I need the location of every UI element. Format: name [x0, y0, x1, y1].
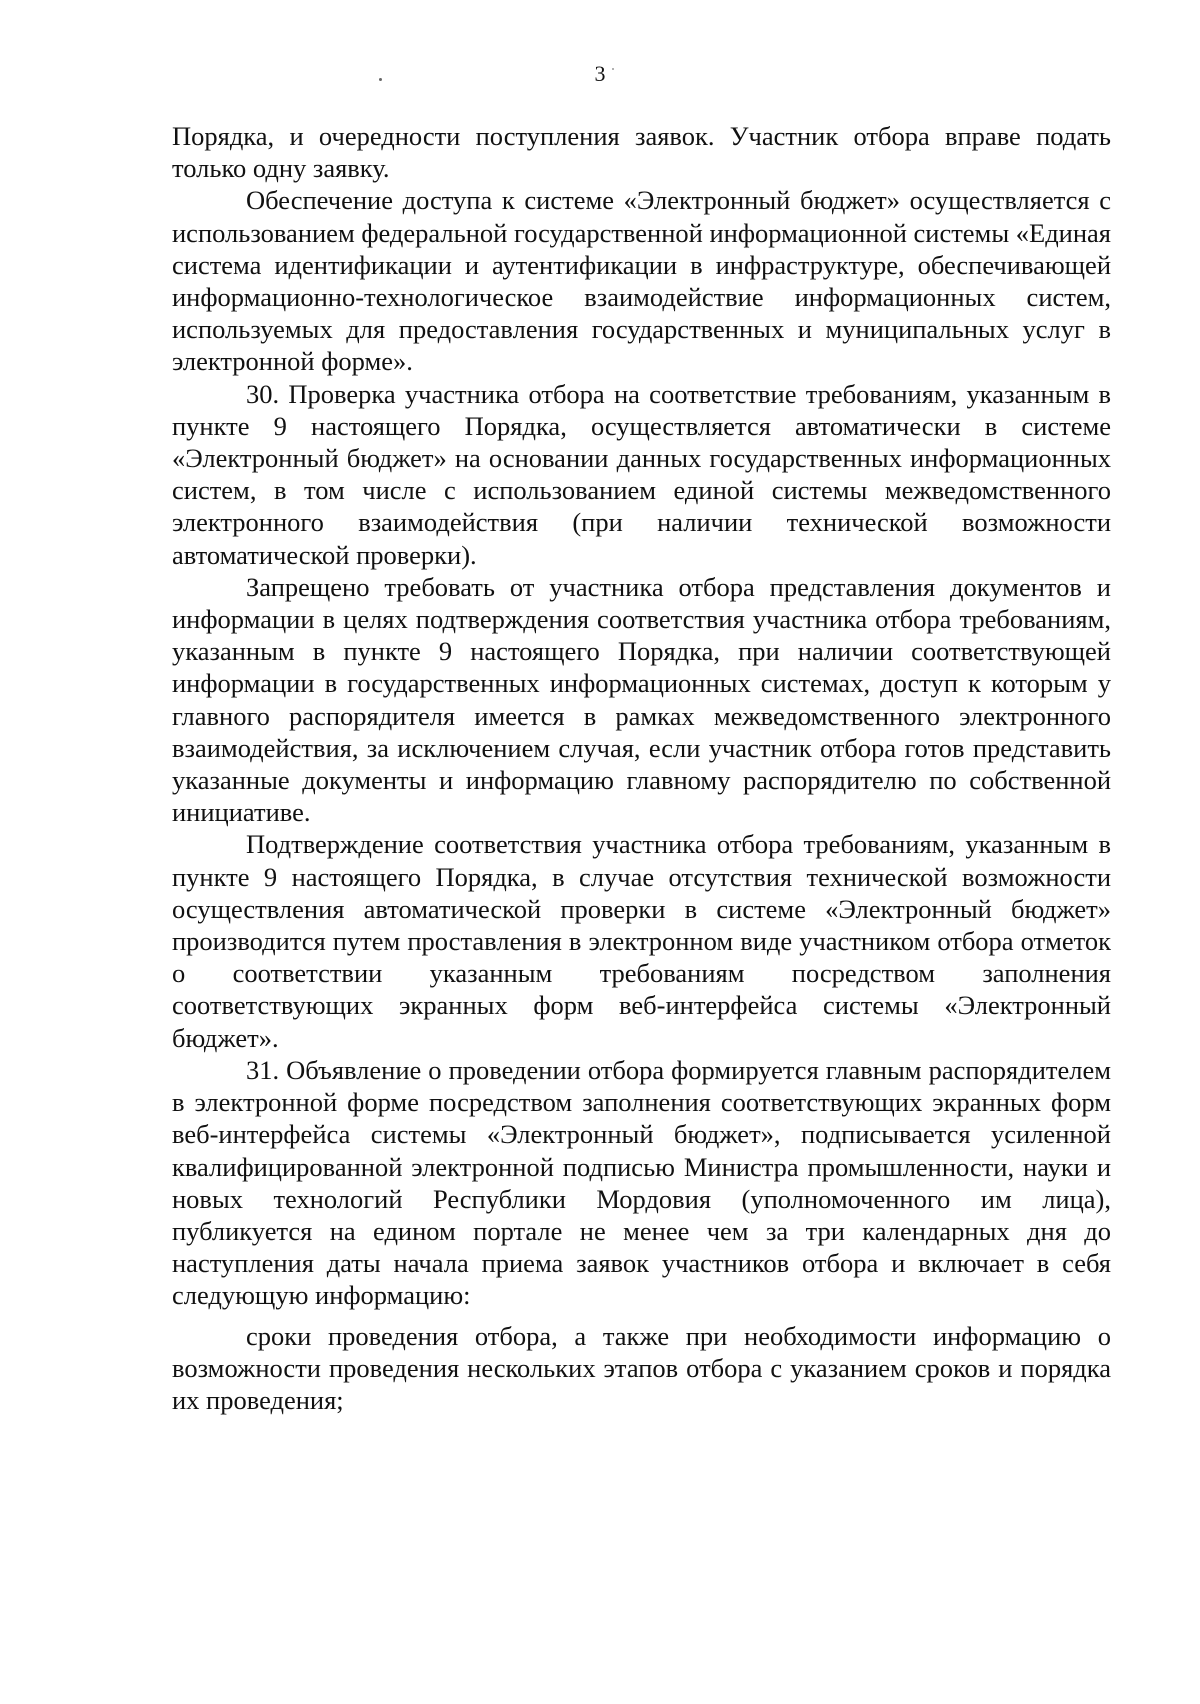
paragraph-list-item-terms: сроки проведения отбора, а также при необходимости информацию о возможности проведения нескольких этапов отбора с указанием сроков и порядка их проведения;: [172, 1320, 1111, 1415]
paragraph-continuation: Порядка, и очередности поступления заявок. Участник отбора вправе подать только одну заявку.: [172, 121, 1111, 184]
paragraph-item-31: 31. Объявление о проведении отбора формируется главным распорядителем в электронной форме посредством заполнения соответствующих экранных форм веб-интерфейса системы «Электронный бюджет», подписывается усиленной квалифицированной электронной подписью Министра промышленности, науки и новых технологий Республики Мордовия (уполномоченного им лица), публикуется на едином портале не менее чем за три календарных дня до наступления даты начала приема заявок участников отбора и включает в себя следующую информацию:: [172, 1054, 1111, 1311]
page-number: 3: [594, 61, 606, 86]
scan-speck: [612, 68, 614, 70]
paragraph-item-30: 30. Проверка участника отбора на соответствие требованиям, указанным в пункте 9 настоящего Порядка, осуществляется автоматически в системе «Электронный бюджет» на основании данных государственных информационных систем, в том числе с использованием единой системы межведомственного электронного взаимодействия (при наличии технической возможности автоматической проверки).: [172, 378, 1111, 570]
paragraph-prohibition: Запрещено требовать от участника отбора представления документов и информации в целях подтверждения соответствия участника отбора требованиям, указанным в пункте 9 настоящего Порядка, при наличии соответствующей информации в государственных информационных системах, доступ к которым у главного распорядителя имеется в рамках межведомственного электронного взаимодействия, за исключением случая, если участник отбора готов представить указанные документы и информацию главному распорядителю по собственной инициативе.: [172, 571, 1111, 828]
document-body: [172, 120, 1111, 1416]
paragraph-confirmation: Подтверждение соответствия участника отбора требованиям, указанным в пункте 9 настоящего Порядка, в случае отсутствия технической возможности осуществления автоматической проверки в системе «Электронный бюджет» производится путем проставления в электронном виде участником отбора отметок о соответствии указанным требованиям посредством заполнения соответствующих экранных форм веб-интерфейса системы «Электронный бюджет».: [172, 829, 1111, 1053]
scan-speck: [379, 78, 382, 81]
paragraph-access-system: Обеспечение доступа к системе «Электронный бюджет» осуществляется с использованием федеральной государственной информационной системы «Единая система идентификации и аутентификации в инфраструктуре, обеспечивающей информационно-технологическое взаимодействие информационных систем, используемых для предоставления государственных и муниципальных услуг в электронной форме».: [172, 185, 1111, 377]
